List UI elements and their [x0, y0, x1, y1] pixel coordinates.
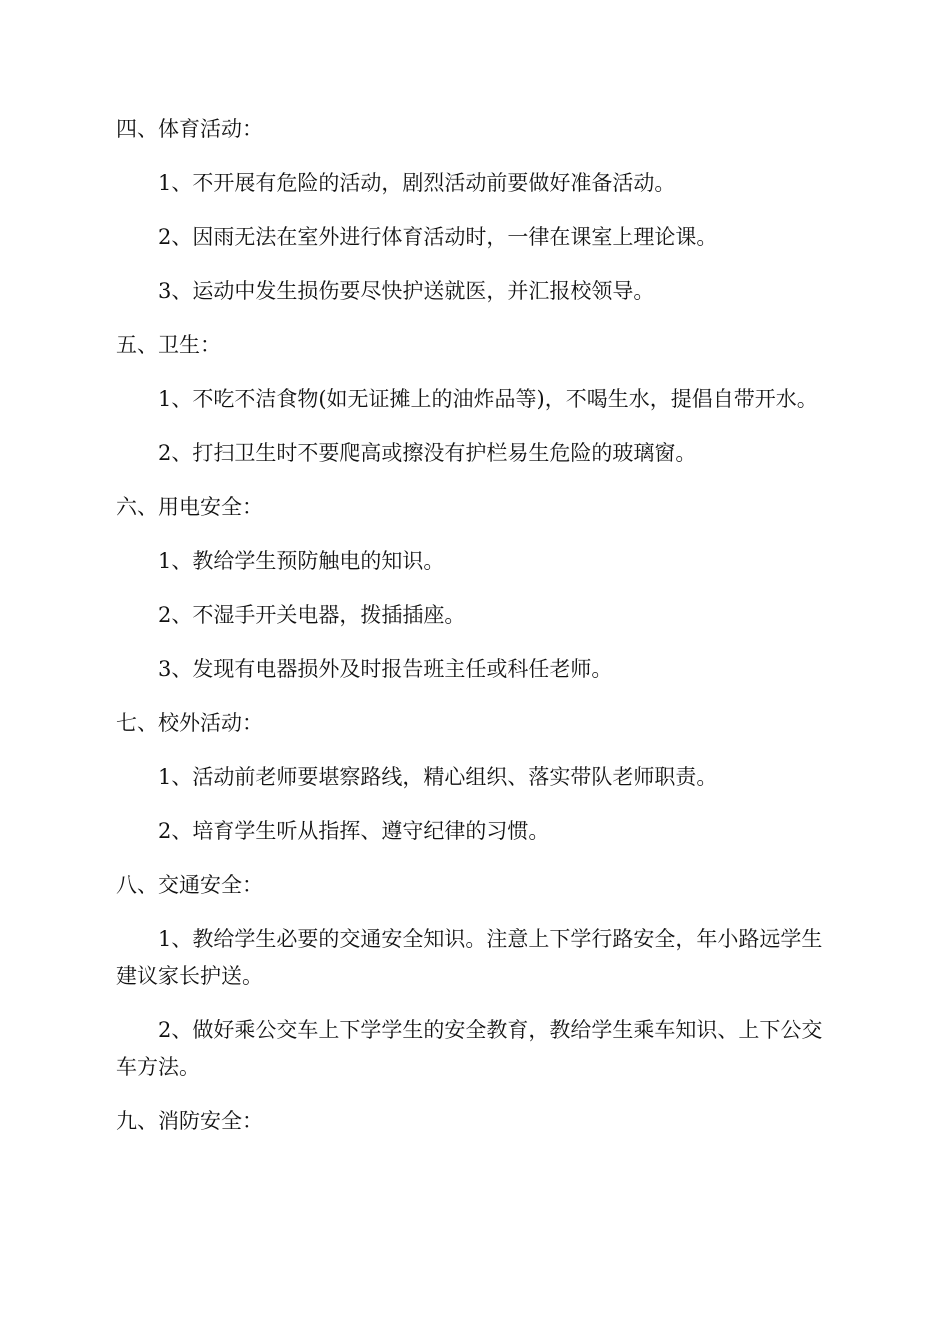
electricity-item-1: 1、教给学生预防触电的知识。 [158, 549, 445, 573]
outdoor-item-2: 2、培育学生听从指挥、遵守纪律的习惯。 [158, 819, 550, 843]
traffic-item-1: 1、教给学生必要的交通安全知识。注意上下学行路安全，年小路远学生建议家长护送。 [116, 927, 823, 988]
section-heading-fire: 九、消防安全： [116, 1109, 263, 1133]
section-heading-outdoor: 七、校外活动： [116, 711, 263, 735]
document-body [116, 111, 828, 1157]
hygiene-item-2: 2、打扫卫生时不要爬高或擦没有护栏易生危险的玻璃窗。 [158, 441, 697, 465]
sports-item-2: 2、因雨无法在室外进行体育活动时，一律在课室上理论课。 [158, 225, 718, 249]
outdoor-item-1: 1、活动前老师要堪察路线，精心组织、落实带队老师职责。 [158, 765, 718, 789]
traffic-item-2: 2、做好乘公交车上下学学生的安全教育，教给学生乘车知识、上下公交车方法。 [116, 1018, 823, 1079]
section-heading-hygiene: 五、卫生： [116, 333, 221, 357]
sports-item-3: 3、运动中发生损伤要尽快护送就医，并汇报校领导。 [158, 279, 655, 303]
hygiene-item-1: 1、不吃不洁食物(如无证摊上的油炸品等)，不喝生水，提倡自带开水。 [158, 387, 818, 411]
electricity-item-3: 3、发现有电器损外及时报告班主任或科任老师。 [158, 657, 613, 681]
electricity-item-2: 2、不湿手开关电器，拨插插座。 [158, 603, 466, 627]
section-heading-sports: 四、体育活动： [116, 117, 263, 141]
sports-item-1: 1、不开展有危险的活动，剧烈活动前要做好准备活动。 [158, 171, 676, 195]
section-heading-traffic: 八、交通安全： [116, 873, 263, 897]
section-heading-electricity: 六、用电安全： [116, 495, 263, 519]
